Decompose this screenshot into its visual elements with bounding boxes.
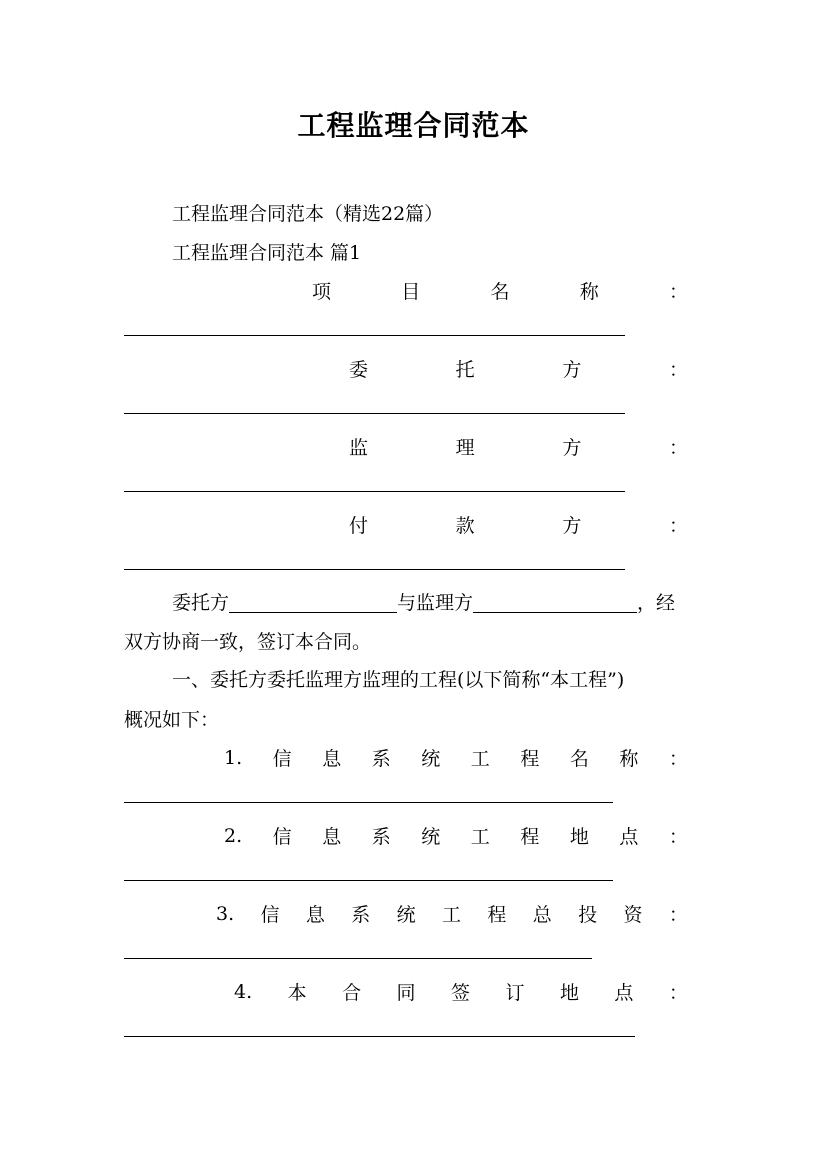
intro-line-1 [172,588,675,615]
label-char: 委 [349,359,369,381]
section-heading: 工程监理合同范本 篇1 [172,242,362,264]
label-char: 系 [371,826,391,848]
label-char: 统 [396,904,416,926]
intro-client-text: 委托方 [172,592,230,614]
client-label [349,355,688,382]
label-char: 程 [520,748,540,770]
item-2-label [224,822,688,849]
label-char: 本 [287,982,307,1004]
item-4-label [234,978,688,1005]
item-1-blank[interactable] [124,802,613,803]
item-1-label [224,744,688,771]
clause-1-line-1: 一、委托方委托监理方监理的工程(以下简称“本工程”) [172,669,625,691]
label-char: 点 [619,826,639,848]
supervisor-blank[interactable] [124,491,625,492]
label-colon: ： [668,437,688,459]
label-char: 程 [520,826,540,848]
label-char: 地 [569,826,589,848]
label-char: 托 [455,359,475,381]
label-colon: ： [668,281,688,303]
label-char: 目 [401,281,421,303]
label-char: 付 [349,515,369,537]
item-2-blank[interactable] [124,880,613,881]
label-char: 工 [442,904,462,926]
label-char: 理 [455,437,475,459]
item-number: 1. [224,746,243,769]
item-number: 4. [234,980,253,1003]
label-char: 订 [505,982,525,1004]
item-4-blank[interactable] [124,1036,635,1037]
label-char: 款 [455,515,475,537]
label-char: 系 [351,904,371,926]
label-colon: ： [668,748,688,770]
payer-blank[interactable] [124,569,625,570]
label-char: 方 [562,437,582,459]
label-char: 总 [532,904,552,926]
label-char: 息 [305,904,325,926]
label-char: 工 [470,826,490,848]
item-3-label [216,900,688,927]
item-number: 3. [216,902,235,925]
label-char: 同 [396,982,416,1004]
intro-line-2: 双方协商一致，签订本合同。 [124,631,372,653]
document-title: 工程监理合同范本 [297,109,530,142]
label-char: 投 [578,904,598,926]
intro-supervisor-text: 与监理方 [397,592,474,614]
label-char: 统 [421,826,441,848]
label-char: 信 [272,826,292,848]
item-number: 2. [224,824,243,847]
supervisor-name-blank[interactable] [473,592,637,613]
clause-1-line-2: 概况如下： [124,709,220,731]
label-char: 息 [322,826,342,848]
project-name-label [312,277,688,304]
label-char: 称 [619,748,639,770]
project-name-blank[interactable] [124,335,625,336]
label-char: 资 [623,904,643,926]
payer-label [349,511,688,538]
label-char: 名 [490,281,510,303]
label-char: 方 [562,359,582,381]
label-char: 名 [569,748,589,770]
label-char: 签 [451,982,471,1004]
label-colon: ： [668,359,688,381]
item-3-blank[interactable] [124,958,592,959]
label-char: 信 [272,748,292,770]
label-colon: ： [668,515,688,537]
label-char: 系 [371,748,391,770]
label-colon: ： [668,904,688,926]
label-colon: ： [668,826,688,848]
supervisor-label [349,433,688,460]
label-char: 监 [349,437,369,459]
label-char: 称 [579,281,599,303]
label-char: 地 [559,982,579,1004]
document-subtitle: 工程监理合同范本（精选22篇） [172,203,444,225]
label-char: 合 [342,982,362,1004]
label-colon: ： [668,982,688,1004]
label-char: 方 [562,515,582,537]
intro-tail-text: ，经 [637,592,676,614]
label-char: 信 [260,904,280,926]
client-blank[interactable] [124,413,625,414]
label-char: 点 [614,982,634,1004]
label-char: 工 [470,748,490,770]
label-char: 程 [487,904,507,926]
label-char: 息 [322,748,342,770]
label-char: 项 [312,281,332,303]
label-char: 统 [421,748,441,770]
client-name-blank[interactable] [229,592,397,613]
